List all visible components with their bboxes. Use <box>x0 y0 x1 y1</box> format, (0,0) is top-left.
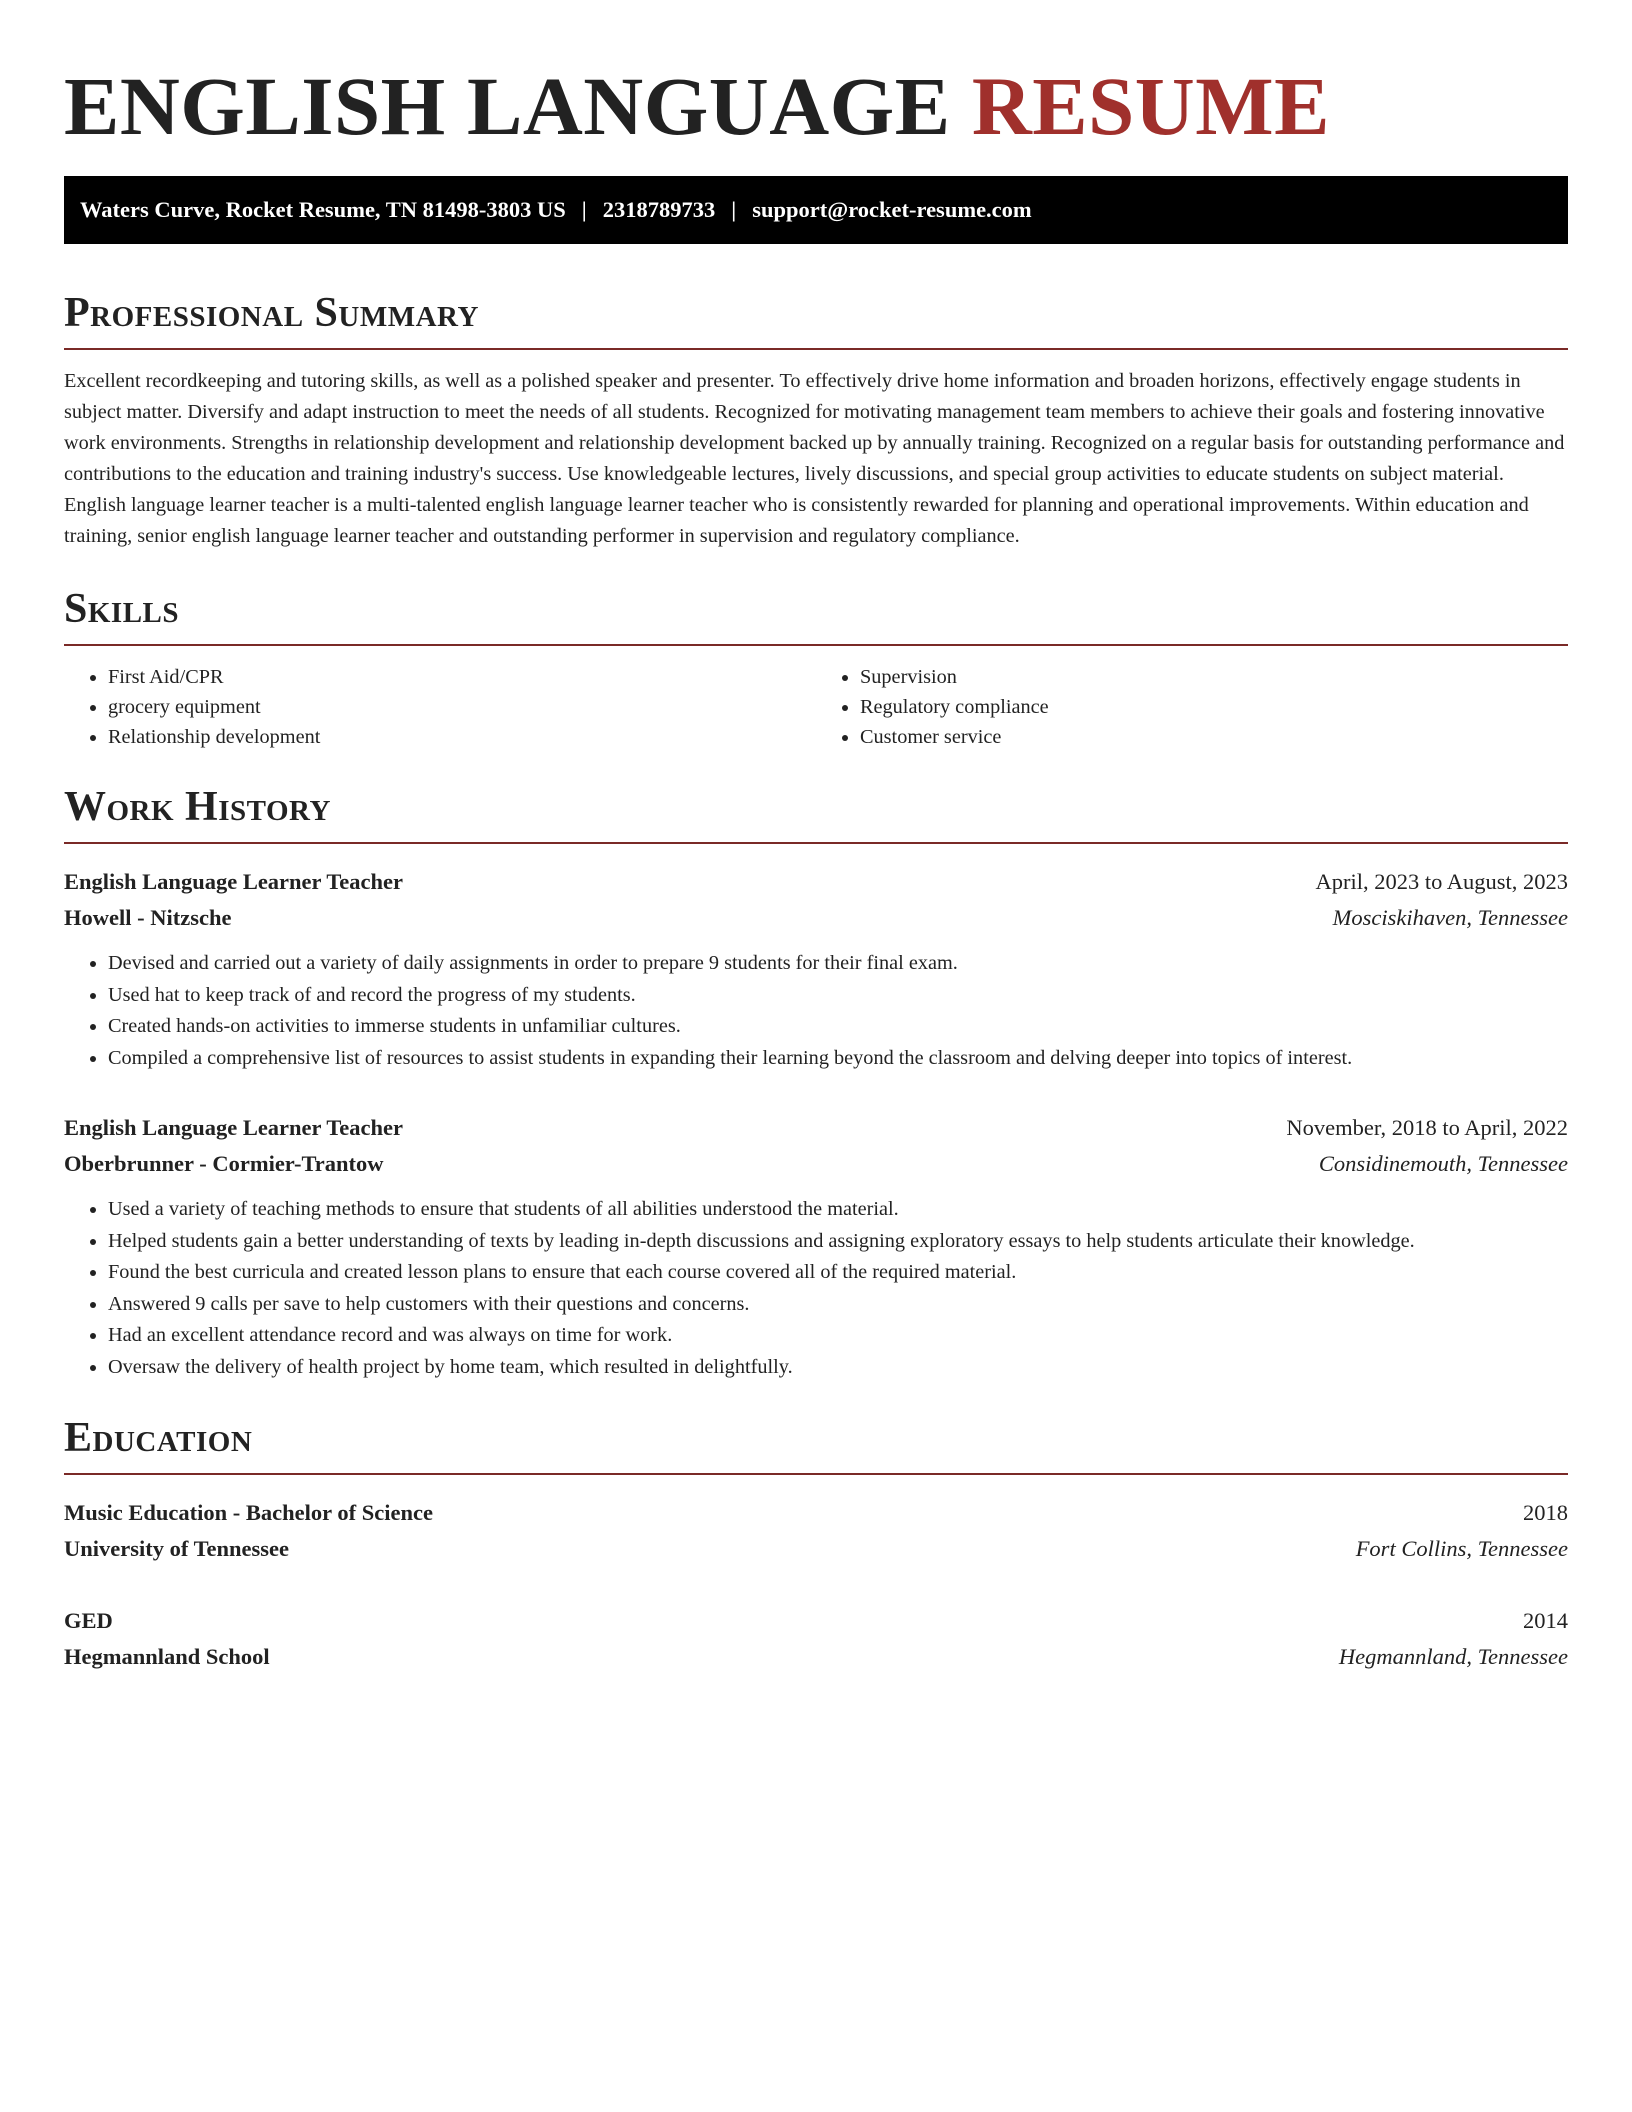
education-degree-row <box>64 1495 1568 1531</box>
job-entry <box>64 864 1568 1074</box>
section-divider <box>64 644 1568 646</box>
job-company: Howell - Nitzsche <box>64 905 232 930</box>
job-location: Considinemouth, Tennessee <box>1318 1151 1568 1176</box>
job-bullet: • Had an excellent attendance record and was always on time for work. <box>108 1320 1568 1352</box>
education-degree-row <box>64 1603 1568 1639</box>
job-company-row <box>64 900 1568 936</box>
job-location: Mosciskihaven, Tennessee <box>1332 905 1568 930</box>
education-degree: GED <box>64 1608 113 1633</box>
skill-item: • Supervision <box>860 662 1568 692</box>
skills-section <box>64 584 1568 752</box>
title-accent: RESUME <box>971 60 1330 152</box>
job-bullet: • Helped students gain a better understanding of texts by leading in-depth discussions and assigning exploratory essays to help students articulate their knowledge. <box>108 1226 1568 1258</box>
contact-separator: | <box>731 197 737 222</box>
summary-section <box>64 288 1568 552</box>
job-bullet: • Compiled a comprehensive list of resources to assist students in expanding their learning beyond the classroom and delving deeper into topics of interest. <box>108 1043 1568 1075</box>
education-school-row <box>64 1531 1568 1567</box>
education-school-row <box>64 1639 1568 1675</box>
contact-address: Waters Curve, Rocket Resume, TN 81498-3803 US <box>80 197 566 222</box>
resume-title <box>64 56 1568 156</box>
section-divider <box>64 842 1568 844</box>
skills-list-left <box>64 662 816 752</box>
job-bullet: • Oversaw the delivery of health project by home team, which resulted in delightfully. <box>108 1352 1568 1384</box>
skill-item: • grocery equipment <box>108 692 816 722</box>
job-bullets <box>64 948 1568 1074</box>
skill-item: • Customer service <box>860 722 1568 752</box>
job-company-row <box>64 1146 1568 1182</box>
education-entry <box>64 1495 1568 1567</box>
skills-list-right <box>816 662 1568 752</box>
job-position: English Language Learner Teacher <box>64 869 403 894</box>
contact-bar <box>64 176 1568 244</box>
skill-item: • Relationship development <box>108 722 816 752</box>
contact-separator: | <box>581 197 587 222</box>
job-bullet: • Used hat to keep track of and record the progress of my students. <box>108 980 1568 1012</box>
contact-email: support@rocket-resume.com <box>752 197 1032 222</box>
skill-item: • First Aid/CPR <box>108 662 816 692</box>
job-bullet: • Answered 9 calls per save to help customers with their questions and concerns. <box>108 1289 1568 1321</box>
work-section <box>64 782 1568 1383</box>
job-bullet: • Devised and carried out a variety of daily assignments in order to prepare 9 students for their final exam. <box>108 948 1568 980</box>
job-company: Oberbrunner - Cormier-Trantow <box>64 1151 384 1176</box>
education-section <box>64 1413 1568 1675</box>
section-title-summary: Professional Summary <box>64 290 479 336</box>
title-main: ENGLISH LANGUAGE <box>64 60 951 152</box>
job-position: English Language Learner Teacher <box>64 1115 403 1140</box>
job-bullet: • Found the best curricula and created lesson plans to ensure that each course covered all of the required material. <box>108 1257 1568 1289</box>
job-bullets <box>64 1194 1568 1383</box>
contact-phone: 2318789733 <box>602 197 716 222</box>
section-divider <box>64 348 1568 350</box>
education-location: Fort Collins, Tennessee <box>1355 1536 1568 1561</box>
skill-item: • Regulatory compliance <box>860 692 1568 722</box>
education-school: University of Tennessee <box>64 1536 289 1561</box>
education-entry <box>64 1603 1568 1675</box>
education-year: 2018 <box>1523 1500 1568 1525</box>
job-bullet: • Used a variety of teaching methods to ensure that students of all abilities understood the material. <box>108 1194 1568 1226</box>
job-header-row <box>64 1110 1568 1146</box>
education-degree: Music Education - Bachelor of Science <box>64 1500 433 1525</box>
section-title-work: Work History <box>64 784 331 830</box>
section-title-skills: Skills <box>64 586 180 632</box>
job-header-row <box>64 864 1568 900</box>
skills-columns <box>64 662 1568 752</box>
job-bullet: • Created hands-on activities to immerse students in unfamiliar cultures. <box>108 1011 1568 1043</box>
job-dates: April, 2023 to August, 2023 <box>1315 869 1568 894</box>
education-location: Hegmannland, Tennessee <box>1338 1644 1568 1669</box>
summary-text: Excellent recordkeeping and tutoring skills, as well as a polished speaker and presenter. To effectively drive home information and broaden horizons, effectively engage students in subject matter. Diversify and adapt instruction to meet the needs of all students. Recognized for motivating management team members to achieve their goals and fostering innovative work environments. Strengths in relationship development and relationship development backed up by annually training. Recognized on a regular basis for outstanding performance and contributions to the education and training industry's success. Use knowledgeable lectures, lively discussions, and special group activities to educate students on subject material. English language learner teacher is a multi-talented english language learner teacher who is consistently rewarded for planning and operational improvements. Within education and training, senior english language learner teacher and outstanding performer in supervision and regulatory compliance. <box>64 370 1565 547</box>
section-title-education: Education <box>64 1415 253 1461</box>
education-school: Hegmannland School <box>64 1644 270 1669</box>
section-divider <box>64 1473 1568 1475</box>
job-entry <box>64 1110 1568 1383</box>
education-year: 2014 <box>1523 1608 1568 1633</box>
job-dates: November, 2018 to April, 2022 <box>1286 1115 1568 1140</box>
